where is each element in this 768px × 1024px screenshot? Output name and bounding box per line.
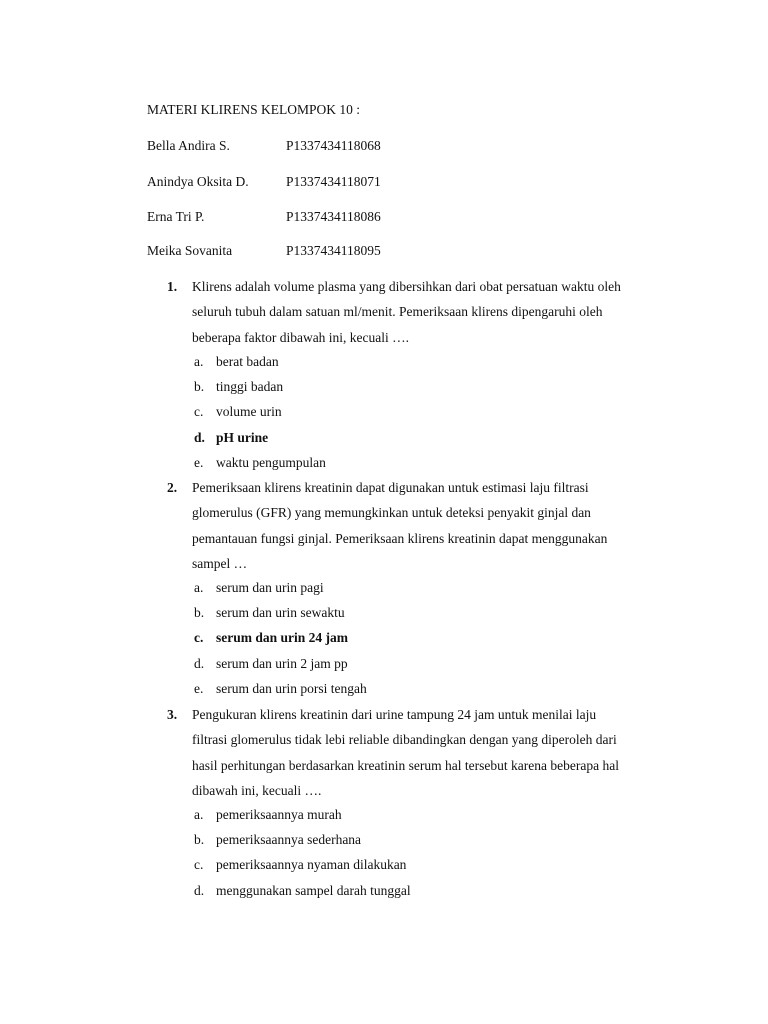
option-e	[194, 450, 614, 475]
member-name: Meika Sovanita	[147, 243, 233, 258]
option-label: e.	[194, 680, 204, 696]
option-label: a.	[194, 807, 204, 822]
option-d-answer	[194, 425, 614, 450]
option-text: serum dan urin 2 jam pp	[216, 655, 348, 671]
option-a	[194, 802, 614, 827]
option-c	[194, 852, 614, 877]
option-c-answer	[194, 625, 614, 650]
question-1-options	[194, 349, 614, 475]
option-b	[194, 827, 614, 852]
option-text: berat badan	[216, 354, 279, 369]
question-number: 3.	[167, 707, 178, 722]
option-text: pemeriksaannya nyaman dilakukan	[216, 857, 407, 873]
option-text: serum dan urin porsi tengah	[216, 680, 367, 696]
member-id: P1337434118071	[286, 174, 381, 189]
option-b	[194, 374, 614, 399]
option-label: c.	[194, 630, 204, 646]
option-label: d.	[194, 655, 205, 671]
option-label: a.	[194, 580, 204, 595]
document-title: MATERI KLIRENS KELOMPOK 10 :	[147, 102, 361, 117]
option-text: serum dan urin 24 jam	[216, 630, 349, 646]
member-name: Erna Tri P.	[147, 209, 205, 224]
member-name: Anindya Oksita D.	[147, 174, 249, 189]
option-label: a.	[194, 354, 204, 369]
member-id: P1337434118068	[286, 138, 381, 153]
option-text: serum dan urin sewaktu	[216, 605, 345, 621]
option-text: serum dan urin pagi	[216, 580, 324, 595]
question-3-options	[194, 802, 614, 903]
question-text: Pemeriksaan klirens kreatinin dapat digunakan untuk estimasi laju filtrasi glomerulus (GFR) yang memungkinkan untuk deteksi penyakit ginjal dan pemantauan fungsi ginjal. Pemeriksaan klirens kreatinin dapat menggunakan sampel …	[192, 480, 608, 571]
option-text: pemeriksaannya murah	[216, 807, 342, 822]
option-label: b.	[194, 605, 205, 621]
option-text: volume urin	[216, 404, 282, 420]
question-number: 2.	[167, 480, 178, 495]
option-label: d.	[194, 429, 205, 445]
option-label: c.	[194, 404, 204, 420]
option-label: d.	[194, 882, 205, 898]
option-a	[194, 349, 614, 374]
member-name: Bella Andira S.	[147, 138, 230, 153]
option-d	[194, 651, 614, 676]
option-e	[194, 676, 614, 701]
option-b	[194, 600, 614, 625]
option-label: b.	[194, 379, 205, 395]
member-id: P1337434118095	[286, 243, 381, 258]
option-d	[194, 878, 614, 903]
question-text: Klirens adalah volume plasma yang dibersihkan dari obat persatuan waktu oleh seluruh tubuh dalam satuan ml/menit. Pemeriksaan klirens dipengaruhi oleh beberapa faktor dibawah ini, kecuali ….	[192, 279, 621, 345]
question-number: 1.	[167, 279, 178, 294]
question-text: Pengukuran klirens kreatinin dari urine tampung 24 jam untuk menilai laju filtrasi glomerulus tidak lebi reliable dibandingkan dengan yang diperoleh dari hasil perhitungan berdasarkan kreatinin serum hal tersebut karena beberapa hal dibawah ini, kecuali ….	[192, 707, 619, 798]
option-text: menggunakan sampel darah tunggal	[216, 882, 411, 898]
option-text: waktu pengumpulan	[216, 454, 326, 470]
option-text: pemeriksaannya sederhana	[216, 832, 362, 848]
option-text: tinggi badan	[216, 379, 284, 395]
option-label: c.	[194, 857, 204, 873]
member-id: P1337434118086	[286, 209, 381, 224]
option-c	[194, 399, 614, 424]
question-2-options	[194, 575, 614, 701]
option-a	[194, 575, 614, 600]
option-label: b.	[194, 832, 205, 848]
option-text: pH urine	[216, 429, 269, 445]
option-label: e.	[194, 454, 204, 470]
